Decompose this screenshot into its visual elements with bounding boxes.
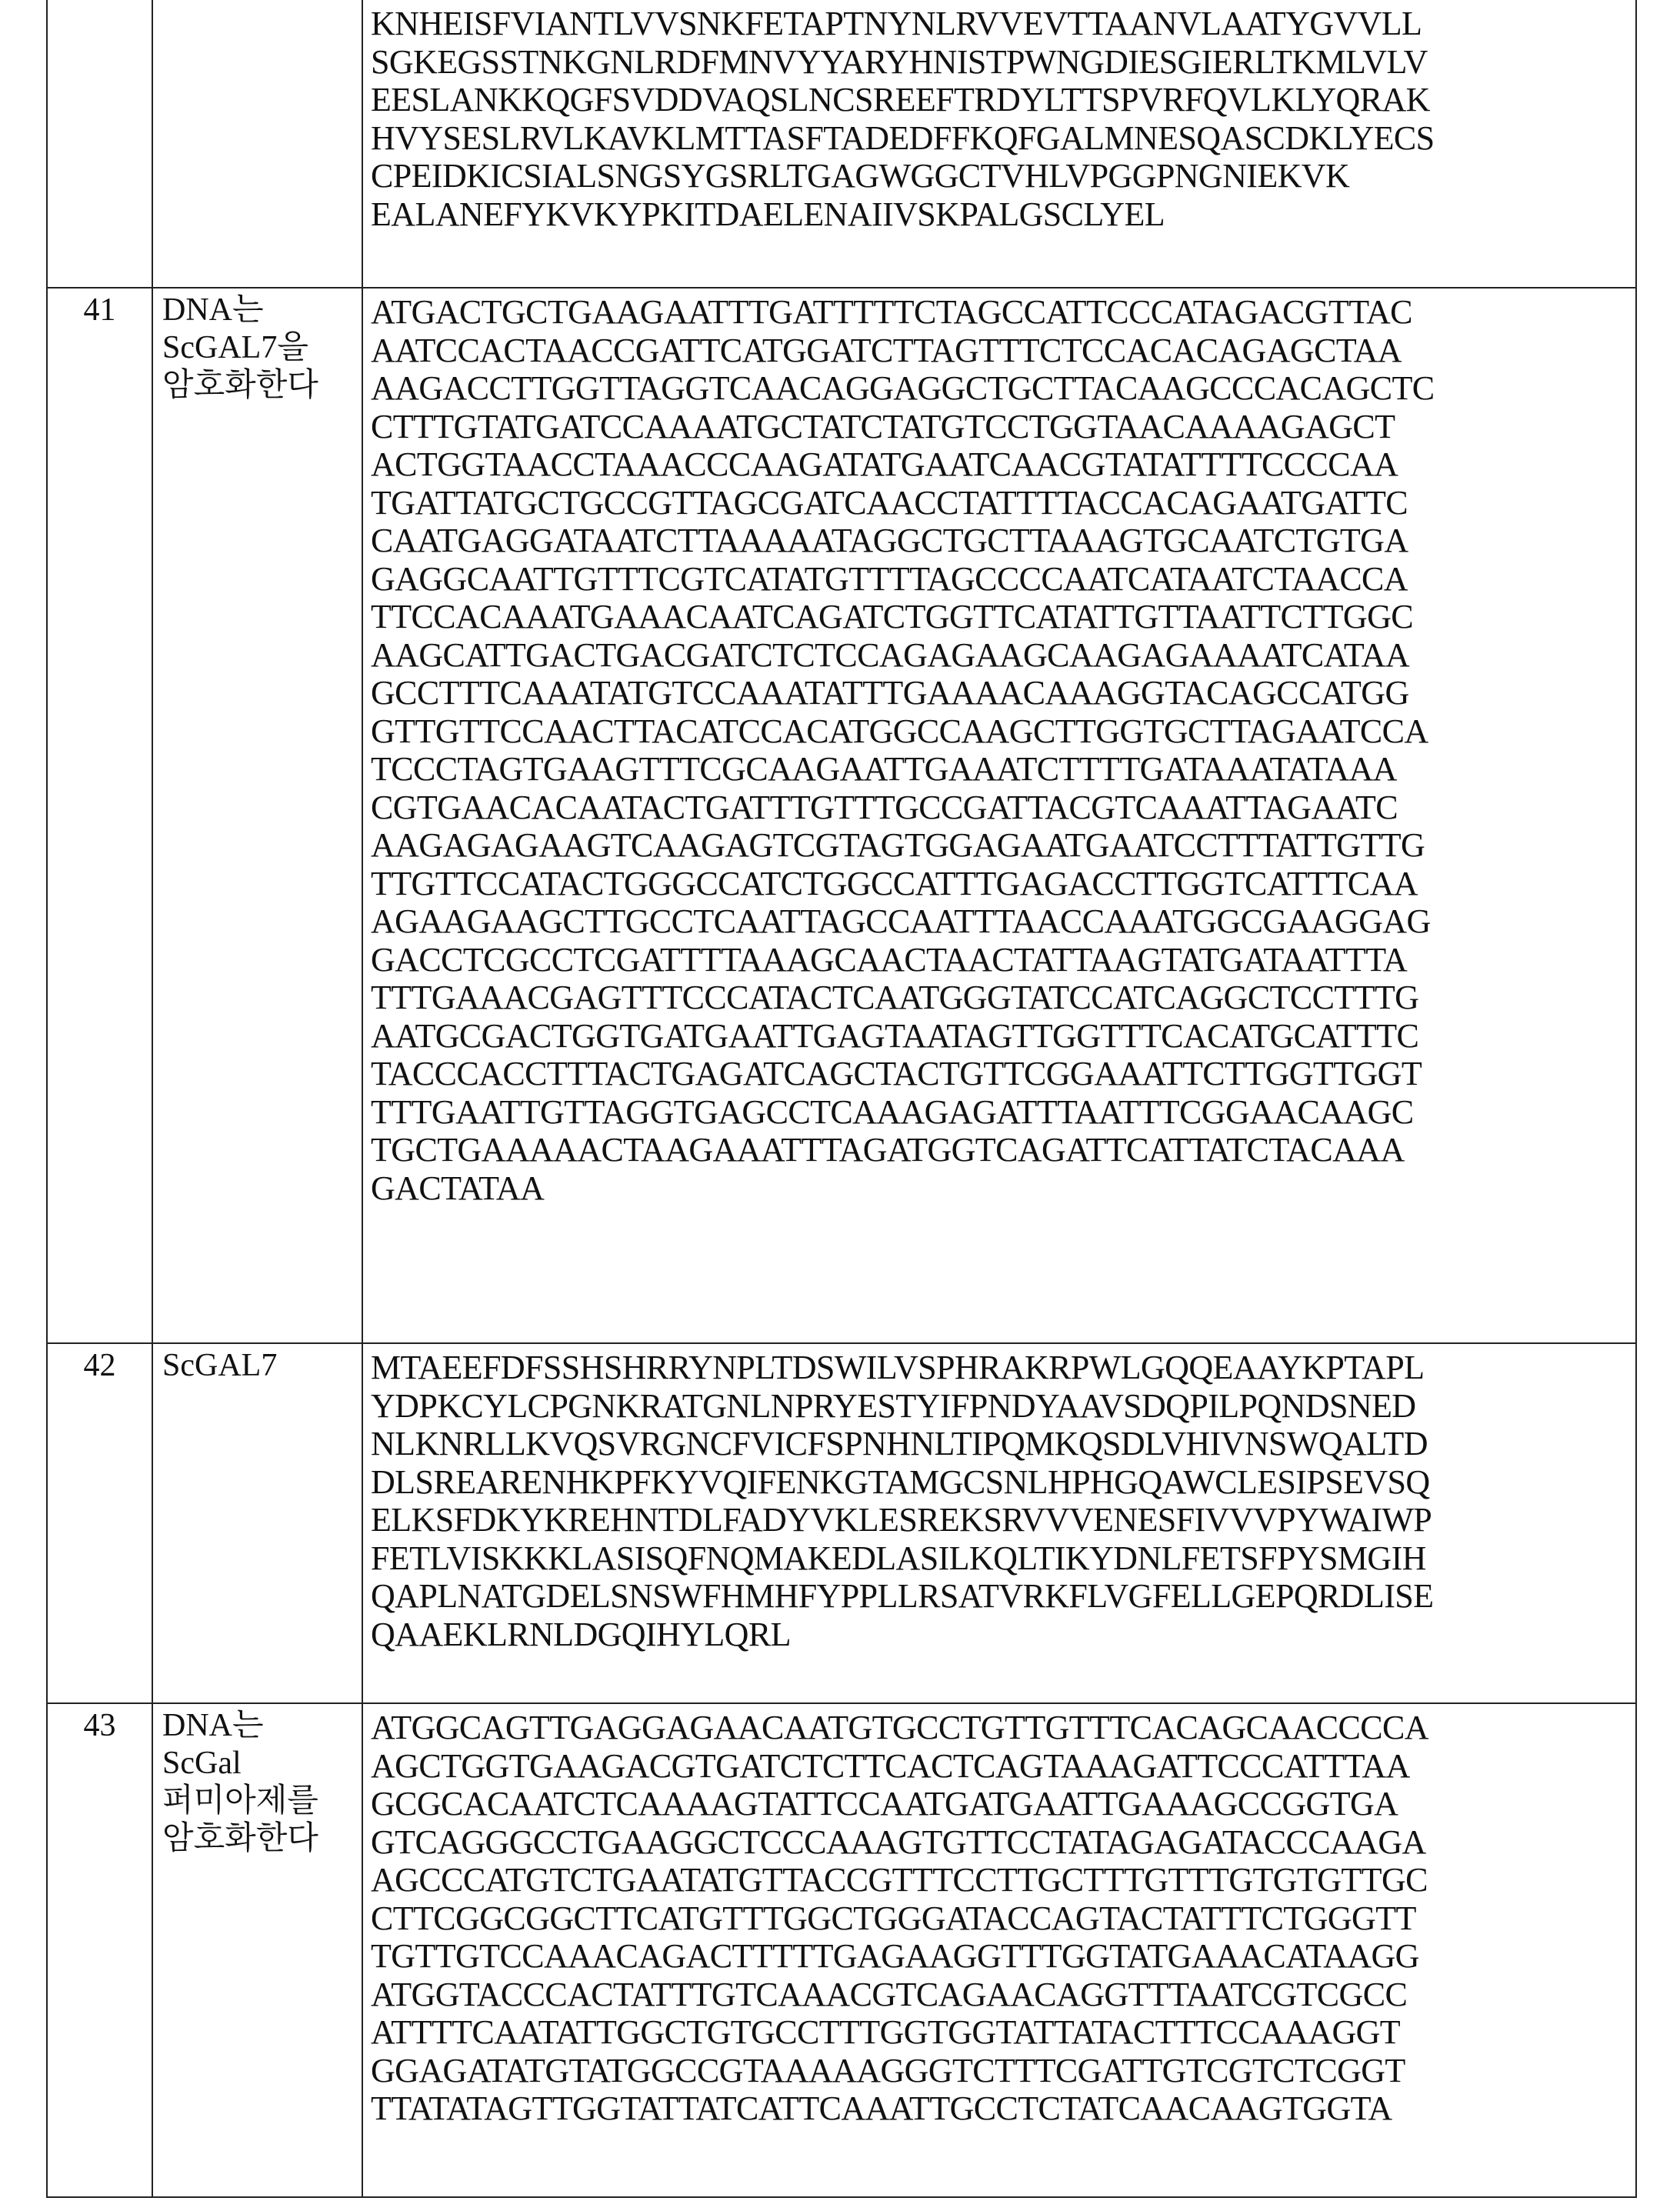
- sequence-line: SGKEGSSTNKGNLRDFMNVYYARYHNISTPWNGDIESGIERLTKMLVLV: [371, 43, 1635, 82]
- sequence-line: GCGCACAATCTCAAAAGTATTCCAATGATGAATTGAAAGCCGGTGA: [371, 1785, 1635, 1823]
- sequence-line: TGATTATGCTGCCGTTAGCGATCAACCTATTTTACCACAGAATGATTC: [371, 484, 1635, 522]
- table-row: [47, 0, 1636, 288]
- sequence-line: AGCCCATGTCTGAATATGTTACCGTTTCCTTGCTTTGTTTGTGTGTTGC: [371, 1861, 1635, 1899]
- sequence-line: MTAEEFDFSSHSHRRYNPLTDSWILVSPHRAKRPWLGQQEAAYKPTAPL: [371, 1349, 1635, 1387]
- sequence-line: CGTGAACACAATACTGATTTGTTTGCCGATTACGTCAAATTAGAATC: [371, 789, 1635, 827]
- sequence-line: CTTTGTATGATCCAAAATGCTATCTATGTCCTGGTAACAAAAGAGCT: [371, 408, 1635, 446]
- sequence-line: AATCCACTAACCGATTCATGGATCTTAGTTTCTCCACACAGAGCTAA: [371, 332, 1635, 370]
- sequence-line: GACTATAA: [371, 1169, 1635, 1208]
- description-line: 암호화한다: [162, 1820, 362, 1858]
- description-line: ScGAL7을: [162, 329, 362, 367]
- sequence-line: EESLANKKQGFSVDDVAQSLNCSREEFTRDYLTTSPVRFQVLKLYQRAK: [371, 81, 1635, 119]
- sequence-line: GTCAGGGCCTGAAGGCTCCCAAAGTGTTCCTATAGAGATACCCAAGA: [371, 1823, 1635, 1862]
- table-row: [47, 288, 1636, 1343]
- sequence-description: [152, 1343, 362, 1703]
- sequence-id-number: 41: [47, 288, 152, 1343]
- sequence-text: [362, 288, 1636, 1343]
- sequence-line: ATGGTACCCACTATTTGTCAAACGTCAGAACAGGTTTAATCGTCGCC: [371, 1976, 1635, 2014]
- sequence-line: AATGCGACTGGTGATGAATTGAGTAATAGTTGGTTTCACATGCATTTC: [371, 1017, 1635, 1055]
- table-row: [47, 1703, 1636, 2197]
- description-line: DNA는: [162, 1707, 362, 1745]
- sequence-text: [362, 1703, 1636, 2197]
- sequence-id-number: 42: [47, 1343, 152, 1703]
- sequence-description: [152, 0, 362, 288]
- sequence-line: TTTGAAACGAGTTTCCCATACTCAATGGGTATCCATCAGGCTCCTTTG: [371, 979, 1635, 1017]
- sequence-line: GTTGTTCCAACTTACATCCACATGGCCAAGCTTGGTGCTTAGAATCCA: [371, 712, 1635, 751]
- sequence-line: CTTCGGCGGCTTCATGTTTGGCTGGGATACCAGTACTATTTCTGGGTT: [371, 1899, 1635, 1938]
- sequence-line: EALANEFYKVKYPKITDAELENAIIVSKPALGSCLYEL: [371, 195, 1635, 234]
- sequence-line: TTGTTCCATACTGGGCCATCTGGCCATTTGAGACCTTGGTCATTTCAA: [371, 865, 1635, 903]
- sequence-text: [362, 1343, 1636, 1703]
- sequence-line: YDPKCYLCPGNKRATGNLNPRYESTYIFPNDYAAVSDQPILPQNDSNED: [371, 1387, 1635, 1426]
- sequence-line: TTTGAATTGTTAGGTGAGCCTCAAAGAGATTTAATTTCGGAACAAGC: [371, 1093, 1635, 1132]
- sequence-line: AAGAGAGAAGTCAAGAGTCGTAGTGGAGAATGAATCCTTTATTGTTG: [371, 826, 1635, 865]
- sequence-text: [362, 0, 1636, 288]
- sequence-line: AGCTGGTGAAGACGTGATCTCTTCACTCAGTAAAGATTCCCATTTAA: [371, 1747, 1635, 1786]
- sequence-line: TTATATAGTTGGTATTATCATTCAAATTGCCTCTATCAACAAGTGGTA: [371, 2089, 1635, 2128]
- sequence-line: CPEIDKICSIALSNGSYGSRLTGAGWGGCTVHLVPGGPNGNIEKVK: [371, 157, 1635, 195]
- sequence-line: GCCTTTCAAATATGTCCAAATATTTGAAAACAAAGGTACAGCCATGG: [371, 674, 1635, 712]
- sequence-line: AAGCATTGACTGACGATCTCTCCAGAGAAGCAAGAGAAAATCATAA: [371, 636, 1635, 675]
- sequence-line: CAATGAGGATAATCTTAAAAATAGGCTGCTTAAAGTGCAATCTGTGA: [371, 522, 1635, 560]
- sequence-line: DLSREARENHKPFKYVQIFENKGTAMGCSNLHPHGQAWCLESIPSEVSQ: [371, 1463, 1635, 1502]
- sequence-line: ELKSFDKYKREHNTDLFADYVKLESREKSRVVVENESFIVVVPYWAIWP: [371, 1501, 1635, 1539]
- sequence-table: [46, 0, 1637, 2198]
- sequence-line: TGTTGTCCAAACAGACTTTTTGAGAAGGTTTGGTATGAAACATAAGG: [371, 1937, 1635, 1976]
- sequence-line: ATGGCAGTTGAGGAGAACAATGTGCCTGTTGTTTCACAGCAACCCCA: [371, 1709, 1635, 1747]
- sequence-line: TTCCACAAATGAAACAATCAGATCTGGTTCATATTGTTAATTCTTGGC: [371, 598, 1635, 636]
- sequence-line: GGAGATATGTATGGCCGTAAAAAGGGTCTTTCGATTGTCGTCTCGGT: [371, 2052, 1635, 2090]
- sequence-line: ATGACTGCTGAAGAATTTGATTTTTCTAGCCATTCCCATAGACGTTAC: [371, 293, 1635, 332]
- table-row: [47, 1343, 1636, 1703]
- sequence-line: AGAAGAAGCTTGCCTCAATTAGCCAATTTAACCAAATGGCGAAGGAG: [371, 902, 1635, 941]
- sequence-line: ACTGGTAACCTAAACCCAAGATATGAATCAACGTATATTTTCCCCAA: [371, 445, 1635, 484]
- sequence-line: GAGGCAATTGTTTCGTCATATGTTTTAGCCCCAATCATAATCTAACCA: [371, 560, 1635, 599]
- sequence-line: TGCTGAAAAACTAAGAAATTTAGATGGTCAGATTCATTATCTACAAA: [371, 1131, 1635, 1169]
- sequence-line: HVYSESLRVLKAVKLMTTASFTADEDFFKQFGALMNESQASCDKLYECS: [371, 119, 1635, 158]
- sequence-line: TACCCACCTTTACTGAGATCAGCTACTGTTCGGAAATTCTTGGTTGGT: [371, 1055, 1635, 1093]
- description-line: ScGal: [162, 1745, 362, 1782]
- sequence-id-number: [47, 0, 152, 288]
- sequence-line: KNHEISFVIANTLVVSNKFETAPTNYNLRVVEVTTAANVLAATYGVVLL: [371, 5, 1635, 43]
- sequence-line: GACCTCGCCTCGATTTTAAAGCAACTAACTATTAAGTATGATAATTTA: [371, 941, 1635, 979]
- sequence-description: [152, 1703, 362, 2197]
- description-line: ScGAL7: [162, 1347, 362, 1385]
- description-line: DNA는: [162, 292, 362, 329]
- sequence-line: AAGACCTTGGTTAGGTCAACAGGAGGCTGCTTACAAGCCCACAGCTC: [371, 369, 1635, 408]
- sequence-line: QAPLNATGDELSNSWFHMHFYPPLLRSATVRKFLVGFELLGEPQRDLISE: [371, 1577, 1635, 1616]
- sequence-line: TCCCTAGTGAAGTTTCGCAAGAATTGAAATCTTTTGATAAATATAAA: [371, 750, 1635, 789]
- sequence-line: ATTTTCAATATTGGCTGTGCCTTTGGTGGTATTATACTTTCCAAAGGT: [371, 2013, 1635, 2052]
- sequence-line: QAAEKLRNLDGQIHYLQRL: [371, 1616, 1635, 1654]
- sequence-line: NLKNRLLKVQSVRGNCFVICFSPNHNLTIPQMKQSDLVHIVNSWQALTD: [371, 1425, 1635, 1463]
- sequence-id-number: 43: [47, 1703, 152, 2197]
- description-line: 퍼미아제를: [162, 1782, 362, 1820]
- sequence-line: FETLVISKKKLASISQFNQMAKEDLASILKQLTIKYDNLFETSFPYSMGIH: [371, 1539, 1635, 1578]
- sequence-description: [152, 288, 362, 1343]
- description-line: 암호화한다: [162, 367, 362, 405]
